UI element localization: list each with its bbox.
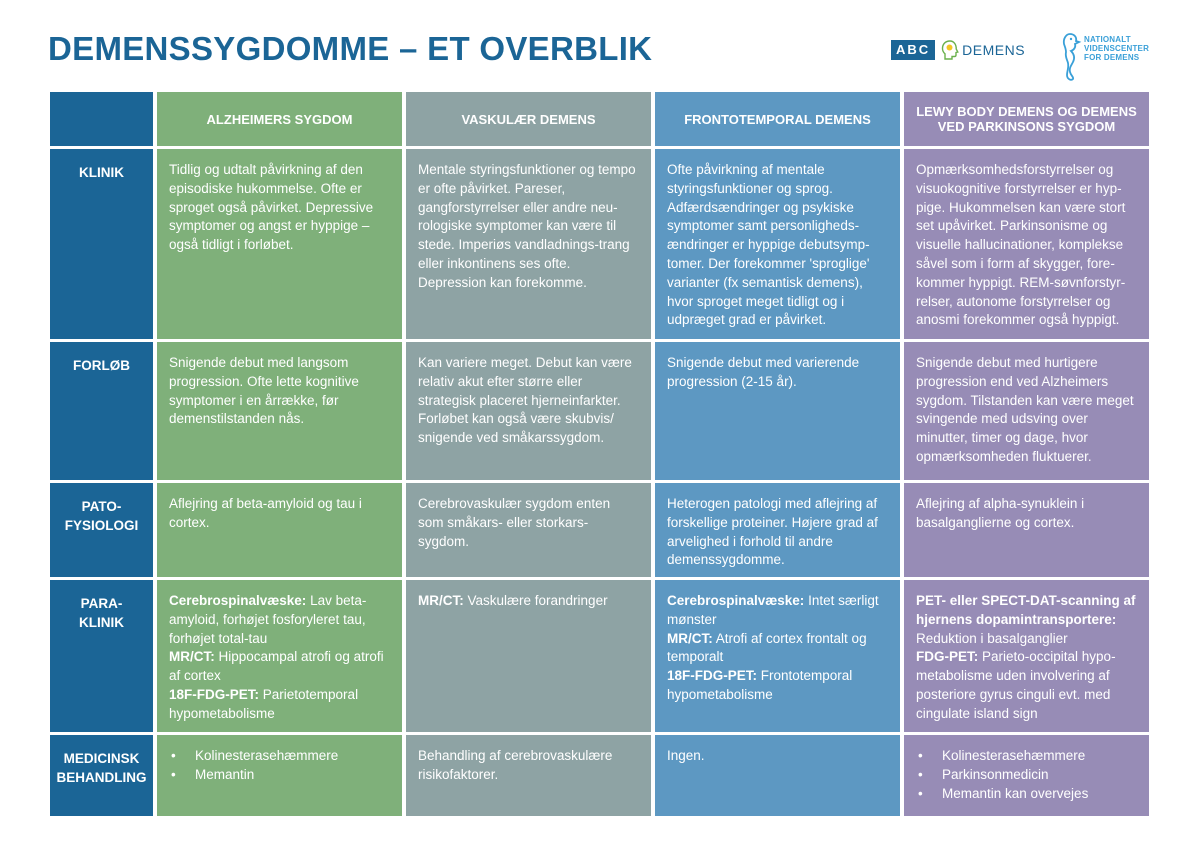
klinik-frontotemporal-cell: Ofte påvirkning af mentale styringsfunktioner og sprog. Adfærdsændringer og psykiske symptomer samt personligheds-ændringer er hyppige debutsymp-tomer. Der forekommer 'sproglige' varianter (fx semantisk demens), hvor sproget meget tidligt og i udpræget grad er påvirket. [655, 149, 900, 339]
forloeb-lewy-body-cell: Snigende debut med hurtigere progression end ved Alzheimers sygdom. Tilstanden kan være meget svingende med udsving over minutter, timer og dage, hvor opmærksomheden fluktuerer. [904, 342, 1149, 480]
finding-label: 18F-FDG-PET: [667, 668, 758, 684]
patofysiologi-vaskulaer-cell: Cerebrovaskulær sygdom enten som småkars- eller storkars-sygdom. [406, 483, 651, 577]
medicinsk-alzheimers-cell [157, 735, 402, 816]
finding-text: Intet særligt mønster [667, 593, 879, 627]
finding-label: MR/CT: [667, 630, 713, 646]
paraklinik-lewy-body-cell [904, 580, 1149, 732]
nationalt-videnscenter-logo [1058, 32, 1149, 82]
finding-text: Lav beta-amyloid, forhøjet fosforyleret tau, forhøjet total-tau [169, 593, 367, 646]
column-header-lewy-body: LEWY BODY DEMENS OG DEMENS VED PARKINSONS SYGDOM [904, 92, 1149, 146]
row-header-patofysiologi: PATO- FYSIOLOGI [50, 483, 153, 577]
finding-text: Reduktion i basalganglier [916, 630, 1068, 646]
abc-logo-word: DEMENS [962, 42, 1026, 58]
forloeb-vaskulaer-cell: Kan variere meget. Debut kan være relativ akut efter større eller strategisk placeret hjerneinfarkter. Forløbet kan også være skubvis/ snigende ved småkarssygdom. [406, 342, 651, 480]
page-title: DEMENSSYGDOMME – ET OVERBLIK [48, 30, 653, 67]
finding-text: Frontotemporal hypometabolisme [667, 668, 853, 702]
nvd-logo-text [1084, 35, 1149, 62]
paraklinik-vaskulaer-cell [406, 580, 651, 732]
row-header-medicinsk-behandling: MEDICINSK BEHANDLING [50, 735, 153, 816]
column-header-vaskulaer: VASKULÆR DEMENS [406, 92, 651, 146]
forloeb-frontotemporal-cell: Snigende debut med varierende progression (2-15 år). [655, 342, 900, 480]
treatment-list [916, 747, 1137, 803]
finding-label: Cerebrospinalvæske: [667, 593, 805, 608]
nvd-line: VIDENSCENTER [1084, 44, 1150, 53]
klinik-lewy-body-cell: Opmærksomhedsforstyrrelser og visuokognitive forstyrrelser er hyp-pige. Hukommelsen kan være stort set upåvirket. Parkinsonisme og visuelle hallucinationer, komplekse såvel som i form af skygger, fore-kommer hyppigt. REM-søvnforstyr-relser, autonome forstyrrelser og anosmi forekommer også hyppigt. [904, 149, 1149, 339]
finding-text: Atrofi af cortex frontalt og temporalt [667, 630, 867, 665]
medicinsk-vaskulaer-cell: Behandling af cerebrovaskulære risikofaktorer. [406, 735, 651, 816]
abc-logo-letters: ABC [891, 40, 935, 60]
finding-label: MR/CT: [418, 593, 464, 608]
row-header-klinik: KLINIK [50, 149, 153, 339]
forloeb-alzheimers-cell: Snigende debut med langsom progression. Ofte lette kognitive symptomer i en årrække, før demenstilstanden nås. [157, 342, 402, 480]
finding-label: Cerebrospinalvæske: [169, 593, 307, 608]
finding-text: Vaskulære forandringer [463, 593, 608, 608]
finding-label: PET- eller SPECT-DAT-scanning af hjernens dopamintransportere: [916, 593, 1136, 627]
medicinsk-lewy-body-cell [904, 735, 1149, 816]
overview-table [50, 92, 1151, 807]
abc-demens-logo [891, 40, 1025, 60]
list-item: • Parkinsonmedicin [916, 766, 1137, 785]
list-item: • Memantin [169, 766, 390, 785]
column-header-frontotemporal: FRONTOTEMPORAL DEMENS [655, 92, 900, 146]
patofysiologi-lewy-body-cell: Aflejring af alpha-synuklein i basalganglierne og cortex. [904, 483, 1149, 577]
klinik-alzheimers-cell: Tidlig og udtalt påvirkning af den episodiske hukommelse. Ofte er sproget også påvirket. Depressive symptomer og angst er hyppige – også tidligt i forløbet. [157, 149, 402, 339]
nvd-line: FOR DEMENS [1084, 53, 1140, 62]
seahorse-icon [1058, 32, 1082, 82]
row-header-paraklinik: PARA- KLINIK [50, 580, 153, 732]
patofysiologi-frontotemporal-cell: Heterogen patologi med aflejring af forskellige proteiner. Højere grad af arvelighed i forhold til andre demenssygdomme. [655, 483, 900, 577]
head-icon [941, 40, 959, 60]
finding-label: FDG-PET: [916, 649, 979, 665]
treatment-list [169, 747, 390, 785]
klinik-vaskulaer-cell: Mentale styringsfunktioner og tempo er ofte påvirket. Pareser, gangforstyrrelser eller andre neu-rologiske symptomer kan være til stede. Imperiøs vandladnings-trang eller inkontinens ses ofte. Depression kan forekomme. [406, 149, 651, 339]
nvd-line: NATIONALT [1084, 35, 1131, 44]
list-item: • Kolinesterasehæmmere [916, 747, 1137, 766]
row-header-forloeb: FORLØB [50, 342, 153, 480]
medicinsk-frontotemporal-cell: Ingen. [655, 735, 900, 816]
finding-text: Hippocampal atrofi og atrofi af cortex [169, 649, 384, 684]
paraklinik-frontotemporal-cell [655, 580, 900, 732]
patofysiologi-alzheimers-cell: Aflejring af beta-amyloid og tau i cortex. [157, 483, 402, 577]
finding-label: MR/CT: [169, 649, 215, 665]
finding-text: Parieto-occipital hypo-metabolisme uden involvering af posteriore gyrus cinguli evt. med cingulate island sign [916, 649, 1116, 721]
finding-label: 18F-FDG-PET: [169, 686, 260, 702]
list-item: • Kolinesterasehæmmere [169, 747, 390, 766]
column-header-alzheimers: ALZHEIMERS SYGDOM [157, 92, 402, 146]
list-item: • Memantin kan overvejes [916, 785, 1137, 804]
table-corner [50, 92, 153, 146]
finding-text: Parietotemporal hypometabolisme [169, 686, 359, 721]
paraklinik-alzheimers-cell [157, 580, 402, 732]
